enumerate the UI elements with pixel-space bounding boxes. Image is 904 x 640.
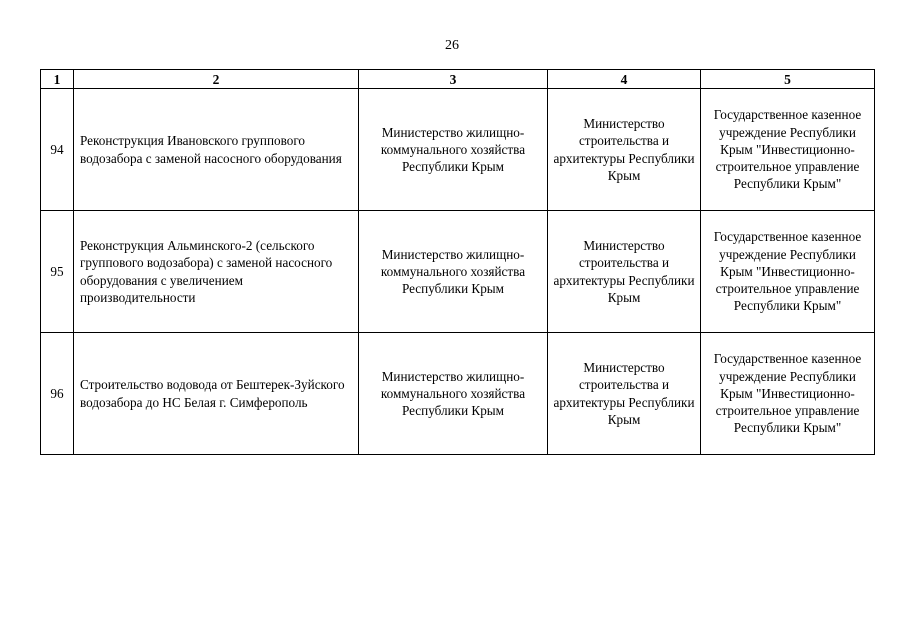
- ministry-cell: Министерство строительства и архитектуры Республики Крым: [548, 89, 701, 211]
- customer-cell: Министерство жилищно-коммунального хозяйства Республики Крым: [359, 89, 548, 211]
- customer-cell: Министерство жилищно-коммунального хозяйства Республики Крым: [359, 211, 548, 333]
- document-table: [40, 69, 875, 455]
- column-header-4: 4: [548, 70, 701, 89]
- project-name-cell: Реконструкция Альминского-2 (сельского группового водозабора) с заменой насосного оборудования с увеличением производительности: [74, 211, 359, 333]
- project-name-cell: Реконструкция Ивановского группового водозабора с заменой насосного оборудования: [74, 89, 359, 211]
- table-header-row: [41, 70, 875, 89]
- column-header-2: 2: [74, 70, 359, 89]
- column-header-5: 5: [701, 70, 875, 89]
- ministry-cell: Министерство строительства и архитектуры Республики Крым: [548, 333, 701, 455]
- table-row: [41, 89, 875, 211]
- executor-cell: Государственное казенное учреждение Республики Крым "Инвестиционно-строительное управление Республики Крым": [701, 211, 875, 333]
- row-number-cell: 96: [41, 333, 74, 455]
- table-row: [41, 333, 875, 455]
- project-name-cell: Строительство водовода от Бештерек-Зуйского водозабора до НС Белая г. Симферополь: [74, 333, 359, 455]
- table-row: [41, 211, 875, 333]
- row-number-cell: 94: [41, 89, 74, 211]
- ministry-cell: Министерство строительства и архитектуры Республики Крым: [548, 211, 701, 333]
- executor-cell: Государственное казенное учреждение Республики Крым "Инвестиционно-строительное управление Республики Крым": [701, 333, 875, 455]
- customer-cell: Министерство жилищно-коммунального хозяйства Республики Крым: [359, 333, 548, 455]
- row-number-cell: 95: [41, 211, 74, 333]
- page-number: 26: [445, 38, 459, 53]
- column-header-1: 1: [41, 70, 74, 89]
- column-header-3: 3: [359, 70, 548, 89]
- executor-cell: Государственное казенное учреждение Республики Крым "Инвестиционно-строительное управление Республики Крым": [701, 89, 875, 211]
